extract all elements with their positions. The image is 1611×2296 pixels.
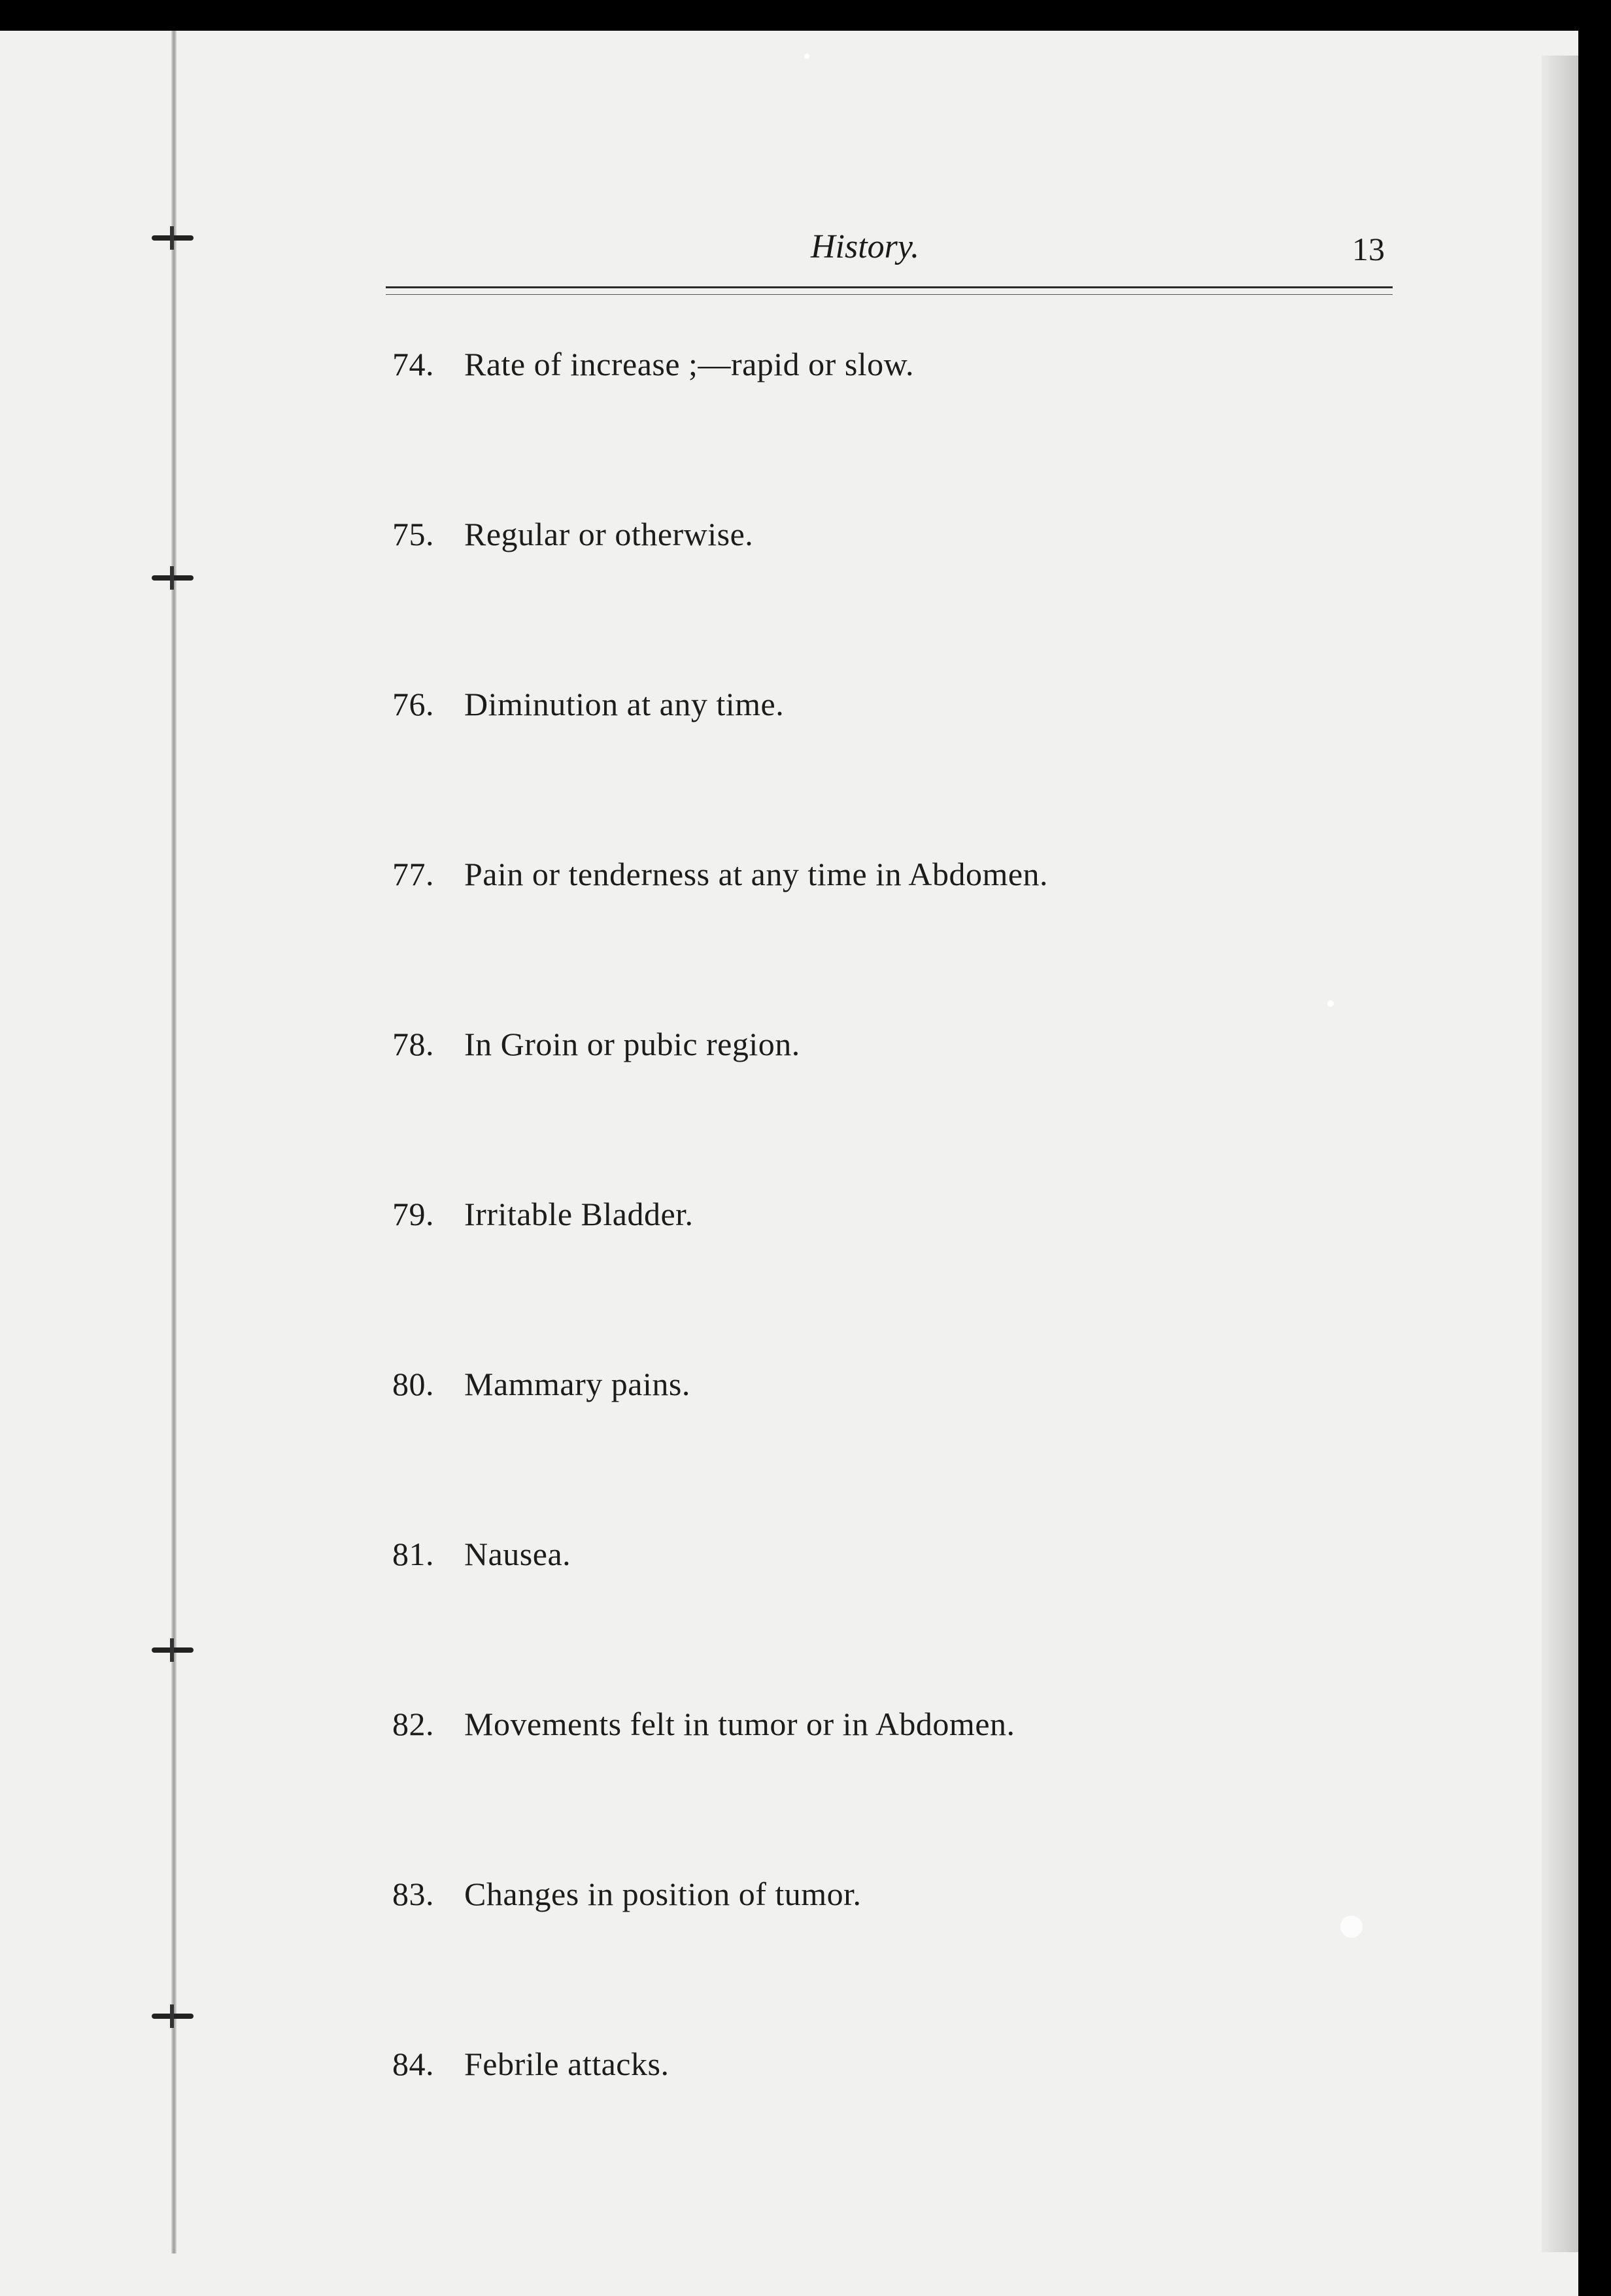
question-item [392, 1875, 1438, 2045]
question-text: Irritable Bladder. [464, 1196, 694, 1232]
binding-stitch [152, 235, 194, 241]
question-text: Pain or tenderness at any time in Abdomen. [464, 856, 1049, 892]
question-text: Rate of increase ;—rapid or slow. [464, 346, 915, 382]
question-number: 76. [392, 686, 434, 722]
question-item [392, 685, 1438, 855]
binding-stitch [152, 575, 194, 581]
header-rule-thin [386, 294, 1393, 295]
question-number: 74. [392, 346, 434, 382]
question-number: 80. [392, 1366, 434, 1402]
running-title: History. [811, 228, 920, 265]
binding-stitch [152, 1647, 194, 1653]
question-item [392, 515, 1438, 685]
question-text: Regular or otherwise. [464, 516, 754, 552]
question-item [392, 1535, 1438, 1705]
question-text: Mammary pains. [464, 1366, 690, 1402]
question-number: 82. [392, 1706, 434, 1742]
question-number: 79. [392, 1196, 434, 1232]
question-item [392, 855, 1438, 1025]
binding-gutter [171, 31, 177, 2254]
question-item [392, 1365, 1438, 1535]
question-text: In Groin or pubic region. [464, 1026, 800, 1062]
page-edge-shadow [1542, 56, 1578, 2252]
question-item [392, 345, 1438, 515]
page-header [386, 216, 1393, 301]
question-number: 78. [392, 1026, 434, 1062]
question-item [392, 2045, 1438, 2215]
question-list [392, 345, 1438, 2215]
question-item [392, 1025, 1438, 1195]
question-text: Movements felt in tumor or in Abdomen. [464, 1706, 1015, 1742]
question-number: 84. [392, 2046, 434, 2082]
question-item [392, 1195, 1438, 1365]
question-text: Changes in position of tumor. [464, 1876, 862, 1912]
question-number: 75. [392, 516, 434, 552]
question-text: Nausea. [464, 1536, 571, 1572]
header-rule [386, 286, 1393, 288]
binding-stitch [152, 2014, 194, 2019]
question-number: 77. [392, 856, 434, 892]
question-item [392, 1705, 1438, 1875]
paper-speck [804, 54, 809, 59]
question-number: 81. [392, 1536, 434, 1572]
question-text: Febrile attacks. [464, 2046, 670, 2082]
question-text: Diminution at any time. [464, 686, 785, 722]
question-number: 83. [392, 1876, 434, 1912]
page-number: 13 [1352, 231, 1385, 267]
